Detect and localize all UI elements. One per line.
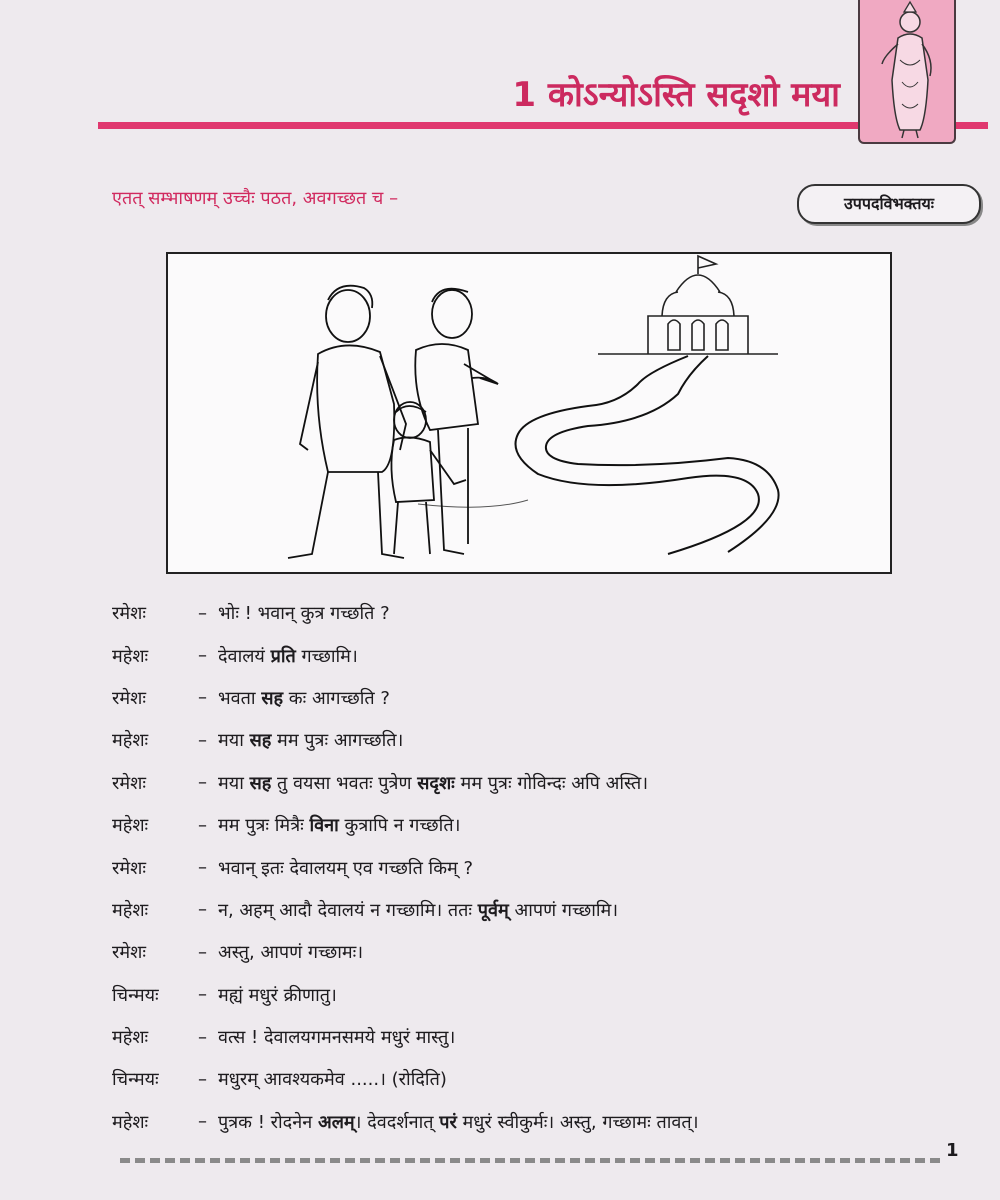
adult-man-left-icon: [288, 286, 406, 558]
speech-fragment: गच्छामि।: [295, 645, 358, 667]
speaker-name: महेशः: [112, 1111, 149, 1133]
topic-badge: उपपदविभक्तयः: [797, 184, 981, 224]
speech-fragment: पुत्रक ! रोदनेन: [218, 1111, 318, 1133]
speaker-dash: –: [198, 1111, 207, 1133]
speech-text: [218, 644, 358, 668]
speaker-name: रमेशः: [112, 687, 147, 709]
temple-icon: [598, 256, 778, 354]
speaker-dash: –: [198, 857, 207, 879]
dialogue-line: [112, 846, 972, 888]
speaker-dash: –: [198, 729, 207, 751]
highlighted-word: अलम्: [317, 1111, 355, 1133]
footer-rule: [120, 1158, 940, 1163]
winding-path: [516, 356, 759, 554]
speech-fragment: मधुरं स्वीकुर्मः। अस्तु, गच्छामः तावत्।: [456, 1111, 699, 1133]
speech-text: [218, 1067, 447, 1091]
speaker-name: चिन्मयः: [112, 1069, 159, 1091]
figure-illustration-icon: [860, 0, 954, 142]
highlighted-word: सह: [261, 687, 284, 709]
speaker-dash: –: [198, 1068, 207, 1090]
dialogue-line: [112, 592, 972, 634]
highlighted-word: विना: [309, 815, 339, 837]
dialogue-line: [112, 974, 972, 1016]
speech-fragment: भोः ! भवान् कुत्र गच्छति ?: [218, 603, 390, 625]
highlighted-word: सह: [249, 730, 272, 752]
speaker-dash: –: [198, 645, 207, 667]
speech-fragment: तु वयसा भवतः पुत्रेण: [271, 772, 418, 794]
child-icon: [391, 402, 466, 554]
highlighted-word: पूर्वम्: [477, 899, 509, 921]
dialogue-line: [112, 677, 972, 719]
title-underline: [98, 122, 988, 129]
speech-fragment: मम पुत्रः आगच्छति।: [271, 730, 404, 752]
highlighted-word: सदृशः: [417, 772, 455, 794]
dialogue-line: [112, 634, 972, 676]
speech-text: [218, 898, 618, 922]
ornament-box: [858, 0, 956, 144]
speaker-name: रमेशः: [112, 942, 147, 964]
speech-fragment: कुत्रापि न गच्छति।: [338, 815, 461, 837]
dialogue-line: [112, 931, 972, 973]
speaker-name: रमेशः: [112, 772, 147, 794]
speech-fragment: भवान् इतः देवालयम् एव गच्छति किम् ?: [218, 857, 474, 879]
speaker-dash: –: [198, 941, 207, 963]
speaker-dash: –: [198, 899, 207, 921]
speech-fragment: भवता: [218, 687, 262, 709]
dialogue-line: [112, 1058, 972, 1100]
speaker-dash: –: [198, 984, 207, 1006]
speech-text: [218, 686, 390, 710]
speech-fragment: मया: [218, 730, 250, 752]
speech-fragment: देवालयं: [218, 645, 271, 667]
speech-text: [218, 601, 390, 625]
instruction-text: एतत् सम्भाषणम् उच्चैः पठत, अवगच्छत च –: [112, 188, 399, 209]
speech-text: [218, 983, 337, 1007]
speech-fragment: कः आगच्छति ?: [283, 687, 390, 709]
speech-fragment: । देवदर्शनात्: [354, 1111, 440, 1133]
ground-line: [418, 500, 528, 507]
speech-text: [218, 813, 460, 837]
speaker-name: महेशः: [112, 899, 149, 921]
speech-text: [218, 1110, 699, 1134]
speaker-dash: –: [198, 772, 207, 794]
speaker-name: रमेशः: [112, 603, 147, 625]
temple-walk-illustration: [168, 254, 890, 572]
speaker-name: रमेशः: [112, 857, 147, 879]
speech-fragment: मया: [218, 772, 250, 794]
speech-fragment: मम पुत्रः गोविन्दः अपि अस्ति।: [454, 772, 649, 794]
dialogue: [112, 592, 972, 1143]
illustration-panel: [166, 252, 892, 574]
speech-fragment: मधुरम् आवश्यकमेव .....। (रोदिति): [218, 1069, 447, 1091]
speaker-name: महेशः: [112, 645, 149, 667]
speaker-dash: –: [198, 1026, 207, 1048]
speaker-name: महेशः: [112, 1027, 149, 1049]
chapter-title: 1 कोऽन्योऽस्ति सदृशो मया: [512, 75, 840, 115]
highlighted-word: प्रति: [270, 645, 296, 667]
speech-text: [218, 940, 363, 964]
dialogue-line: [112, 1101, 972, 1143]
speaker-name: चिन्मयः: [112, 984, 159, 1006]
dialogue-line: [112, 762, 972, 804]
speech-fragment: न, अहम् आदौ देवालयं न गच्छामि। ततः: [218, 899, 478, 921]
speaker-name: महेशः: [112, 730, 149, 752]
page-number: 1: [946, 1140, 959, 1161]
speaker-dash: –: [198, 687, 207, 709]
dialogue-line: [112, 1016, 972, 1058]
speech-fragment: मह्यं मधुरं क्रीणातु।: [218, 984, 337, 1006]
speaker-dash: –: [198, 602, 207, 624]
speech-fragment: आपणं गच्छामि।: [508, 899, 619, 921]
speech-fragment: मम पुत्रः मित्रैः: [218, 815, 310, 837]
speech-fragment: वत्स ! देवालयगमनसमये मधुरं मास्तु।: [218, 1027, 456, 1049]
dialogue-line: [112, 889, 972, 931]
speech-text: [218, 1025, 455, 1049]
highlighted-word: परं: [439, 1111, 457, 1133]
highlighted-word: सह: [249, 772, 272, 794]
dialogue-line: [112, 719, 972, 761]
speech-text: [218, 728, 403, 752]
speaker-dash: –: [198, 814, 207, 836]
speaker-name: महेशः: [112, 815, 149, 837]
dialogue-line: [112, 804, 972, 846]
speech-fragment: अस्तु, आपणं गच्छामः।: [218, 942, 364, 964]
speech-text: [218, 856, 473, 880]
speech-text: [218, 771, 648, 795]
